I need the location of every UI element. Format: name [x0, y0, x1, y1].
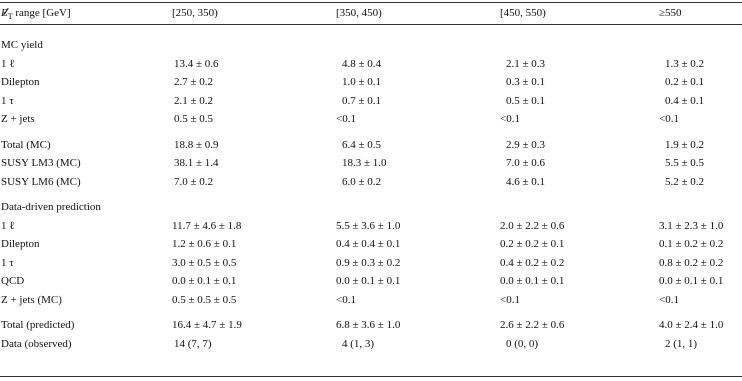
- row-label: Data (observed): [1, 337, 72, 350]
- table-row: [0, 111, 742, 127]
- row-value-col-2: 6.8 ± 3.6 ± 1.0: [336, 319, 401, 331]
- row-value-col-4: 0.2 ± 0.1: [665, 76, 705, 88]
- row-value-col-4: 1.9 ± 0.2: [665, 138, 705, 151]
- row-value-col-4: 5.5 ± 0.5: [665, 157, 705, 169]
- row-value-col-4: 3.1 ± 2.3 ± 1.0: [659, 219, 724, 232]
- table-header-rule: [0, 24, 742, 25]
- row-label: Z + jets: [1, 113, 35, 125]
- row-value-col-3: <0.1: [500, 113, 520, 125]
- row-value-col-3: 0.2 ± 0.2 ± 0.1: [500, 238, 565, 250]
- row-value-col-3: <0.1: [500, 293, 520, 306]
- row-value-col-2: 6.0 ± 0.2: [342, 175, 382, 188]
- row-value-col-3: 2.1 ± 0.3: [506, 57, 546, 70]
- row-value-col-4: 5.2 ± 0.2: [665, 175, 705, 188]
- section-title: MC yield: [1, 39, 43, 51]
- row-value-col-3: 4.6 ± 0.1: [506, 175, 546, 188]
- row-value-col-3: 0.3 ± 0.1: [506, 76, 546, 88]
- row-value-col-3: 0.4 ± 0.2 ± 0.2: [500, 256, 565, 269]
- row-label: Z + jets (MC): [1, 293, 62, 306]
- row-label: Dilepton: [1, 76, 40, 88]
- table-row: [0, 74, 742, 90]
- row-label: 1 ℓ: [1, 219, 15, 232]
- row-value-col-1: 18.8 ± 0.9: [174, 138, 219, 151]
- row-label: SUSY LM3 (MC): [1, 157, 81, 169]
- row-value-col-1: 7.0 ± 0.2: [174, 175, 214, 188]
- row-value-col-2: 0.4 ± 0.4 ± 0.1: [336, 238, 401, 250]
- row-value-col-1: 13.4 ± 0.6: [174, 57, 219, 70]
- row-label: 1 τ: [1, 256, 14, 269]
- row-value-col-2: 6.4 ± 0.5: [342, 138, 382, 151]
- row-value-col-4: 0.8 ± 0.2 ± 0.2: [659, 256, 724, 269]
- row-value-col-3: 0 (0, 0): [506, 337, 539, 350]
- row-value-col-4: 0.1 ± 0.2 ± 0.2: [659, 238, 724, 250]
- row-value-col-2: <0.1: [336, 113, 356, 125]
- row-value-col-1: 2.1 ± 0.2: [174, 94, 214, 107]
- row-value-col-3: 0.5 ± 0.1: [506, 94, 546, 107]
- table-row: [0, 56, 742, 72]
- table-bottom-rule: [0, 376, 742, 377]
- row-value-col-4: 4.0 ± 2.4 ± 1.0: [659, 319, 724, 331]
- row-value-col-2: 0.9 ± 0.3 ± 0.2: [336, 256, 401, 269]
- table-row: [0, 292, 742, 308]
- row-value-col-2: 4.8 ± 0.4: [342, 57, 382, 70]
- row-value-col-1: 0.0 ± 0.1 ± 0.1: [172, 275, 237, 287]
- row-value-col-1: 2.7 ± 0.2: [174, 76, 214, 88]
- row-value-col-1: 14 (7, 7): [174, 337, 212, 350]
- table-row: [0, 273, 742, 289]
- table-row: [0, 317, 742, 333]
- table-row: [0, 137, 742, 153]
- table-row: [0, 255, 742, 271]
- row-value-col-4: <0.1: [659, 113, 679, 125]
- row-value-col-2: 0.0 ± 0.1 ± 0.1: [336, 275, 401, 287]
- row-value-col-4: 1.3 ± 0.2: [665, 57, 705, 70]
- table-row: [0, 155, 742, 171]
- row-value-col-2: 0.7 ± 0.1: [342, 94, 382, 107]
- row-value-col-3: 2.9 ± 0.3: [506, 138, 546, 151]
- table-row: [0, 93, 742, 109]
- header-metric-label: [1, 5, 71, 25]
- row-value-col-2: 18.3 ± 1.0: [342, 157, 387, 169]
- row-label: Dilepton: [1, 238, 40, 250]
- row-value-col-1: 38.1 ± 1.4: [174, 157, 219, 169]
- row-value-col-4: 0.0 ± 0.1 ± 0.1: [659, 275, 724, 287]
- row-value-col-1: 0.5 ± 0.5: [174, 113, 214, 125]
- row-value-col-3: 7.0 ± 0.6: [506, 157, 546, 169]
- row-value-col-2: 4 (1, 3): [342, 337, 375, 350]
- row-value-col-3: 2.0 ± 2.2 ± 0.6: [500, 219, 565, 232]
- row-value-col-2: 5.5 ± 3.6 ± 1.0: [336, 219, 401, 232]
- table-row: [0, 218, 742, 234]
- met-symbol: E: [1, 7, 8, 19]
- row-value-col-1: 3.0 ± 0.5 ± 0.5: [172, 256, 237, 269]
- table-row: [0, 174, 742, 190]
- row-value-col-3: 0.0 ± 0.1 ± 0.1: [500, 275, 565, 287]
- table-row: [0, 236, 742, 252]
- table-top-rule: [0, 2, 742, 3]
- row-value-col-1: 16.4 ± 4.7 ± 1.9: [172, 319, 242, 331]
- met-subscript: T: [7, 12, 13, 22]
- header-col-1: [250, 350): [172, 7, 218, 19]
- row-value-col-1: 0.5 ± 0.5 ± 0.5: [172, 293, 237, 306]
- row-label: Total (MC): [1, 138, 51, 151]
- row-label: QCD: [1, 275, 25, 287]
- header-col-2: [350, 450): [336, 7, 382, 19]
- row-value-col-4: 0.4 ± 0.1: [665, 94, 705, 107]
- row-value-col-3: 2.6 ± 2.2 ± 0.6: [500, 319, 565, 331]
- header-col-3: [450, 550): [500, 7, 546, 19]
- row-label: SUSY LM6 (MC): [1, 175, 81, 188]
- header-col-4: ≥550: [659, 7, 682, 19]
- section-title: Data-driven prediction: [1, 201, 101, 213]
- row-value-col-4: 2 (1, 1): [665, 337, 698, 350]
- table-row: [0, 336, 742, 352]
- row-label: 1 ℓ: [1, 57, 15, 70]
- table-header-row: [0, 5, 742, 21]
- row-value-col-1: 11.7 ± 4.6 ± 1.8: [172, 219, 242, 232]
- row-value-col-4: <0.1: [659, 293, 679, 306]
- row-label: 1 τ: [1, 94, 14, 107]
- row-value-col-2: <0.1: [336, 293, 356, 306]
- header-range-label: range [GeV]: [12, 7, 71, 19]
- row-label: Total (predicted): [1, 319, 75, 331]
- row-value-col-2: 1.0 ± 0.1: [342, 76, 382, 88]
- row-value-col-1: 1.2 ± 0.6 ± 0.1: [172, 238, 237, 250]
